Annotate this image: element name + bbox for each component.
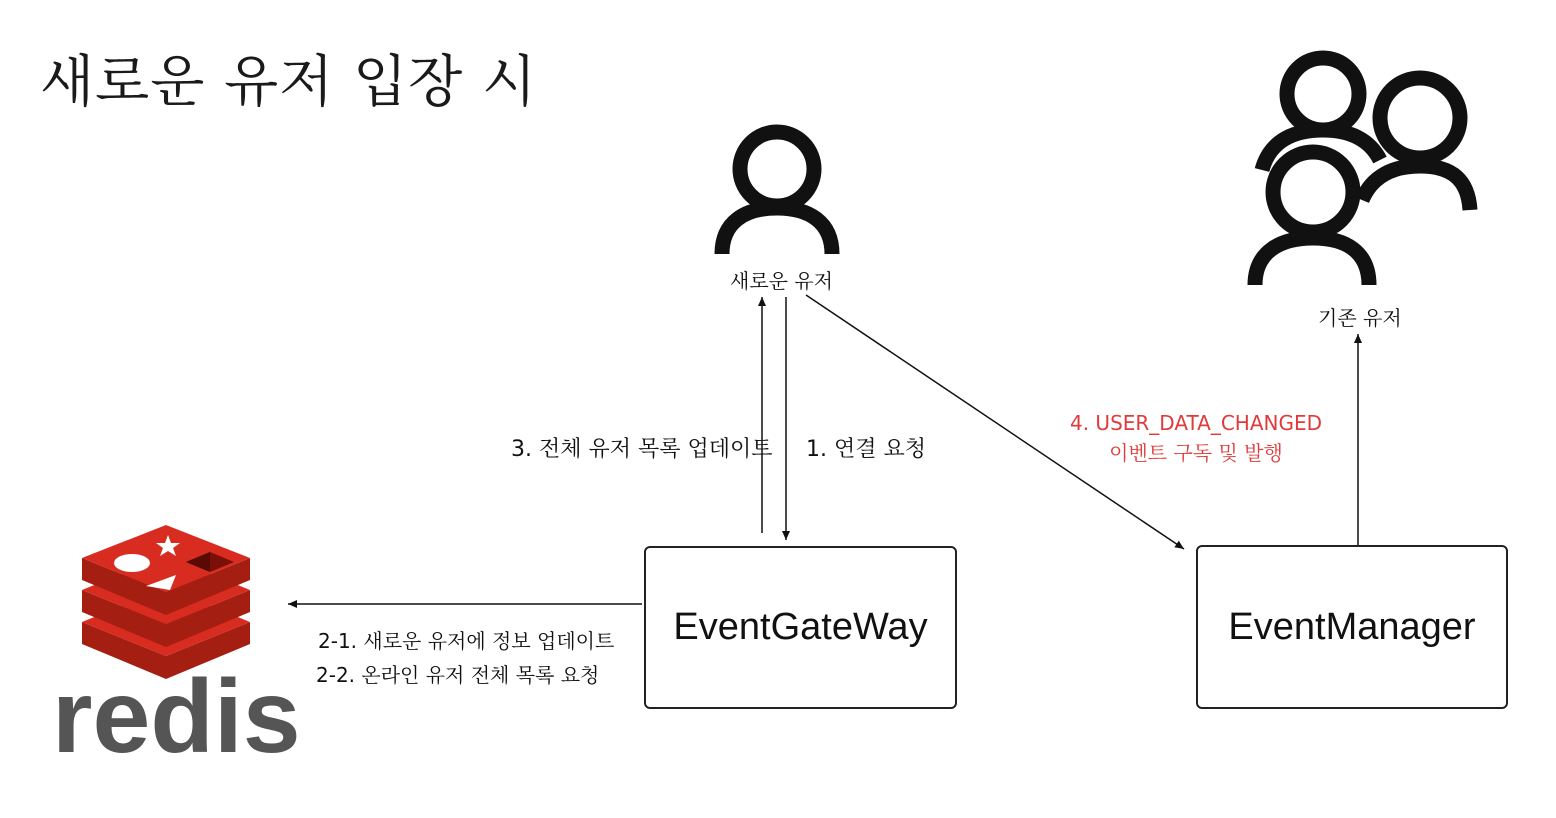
existing-users-icon (1255, 58, 1470, 285)
event-label-line-1: 4. USER_DATA_CHANGED (1069, 411, 1322, 435)
redis-step-1-label: 2-1. 새로운 유저에 정보 업데이트 (318, 629, 615, 653)
event-subscribe-label (1068, 408, 1324, 468)
full-list-update-label: 3. 전체 유저 목록 업데이트 (511, 437, 773, 462)
event-manager-label: EventManager (1228, 605, 1476, 648)
event-gateway-label: EventGateWay (673, 606, 928, 648)
redis-steps-label (316, 624, 614, 692)
new-user-icon (722, 132, 832, 254)
page-title: 새로운 유저 입장 시 (40, 50, 538, 115)
redis-ellipse-shape (114, 554, 150, 572)
event-gateway-node (644, 546, 957, 709)
event-manager-node (1196, 545, 1508, 709)
redis-logo (52, 525, 301, 775)
connect-request-label: 1. 연결 요청 (806, 437, 926, 462)
new-user-label: 새로운 유저 (730, 269, 833, 293)
redis-logo-text: redis (52, 659, 301, 775)
event-label-line-2: 이벤트 구독 및 발행 (1109, 441, 1283, 465)
existing-users-label: 기존 유저 (1318, 306, 1402, 330)
redis-step-2-label: 2-2. 온라인 유저 전체 목록 요청 (316, 663, 600, 687)
